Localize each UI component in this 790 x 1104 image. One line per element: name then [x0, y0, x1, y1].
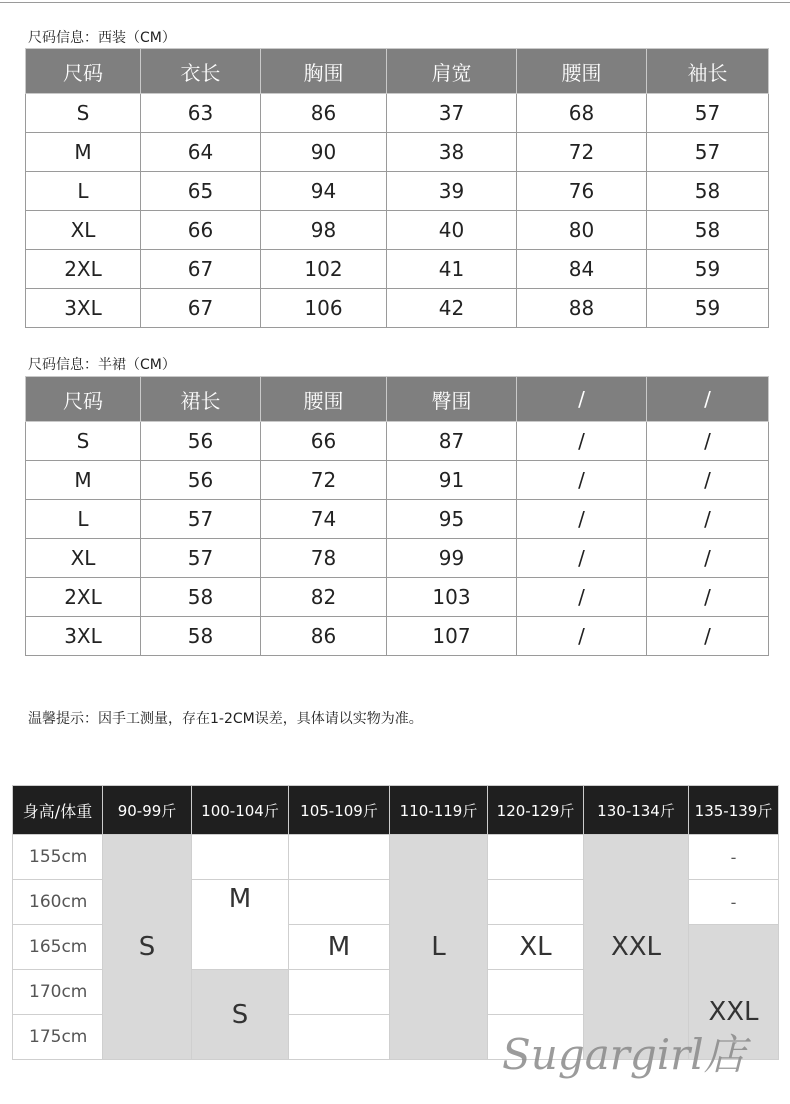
table-row: [26, 94, 769, 133]
table-cell: M: [26, 133, 141, 172]
weight-header: 120-129斤: [488, 786, 584, 835]
weight-header: 90-99斤: [103, 786, 192, 835]
table-row: [26, 133, 769, 172]
col-header: 衣长: [141, 49, 261, 94]
table-cell: 74: [261, 500, 387, 539]
store-watermark: Sugargirl店: [502, 1030, 746, 1079]
table-cell: 2XL: [26, 578, 141, 617]
table-cell: 90: [261, 133, 387, 172]
table-cell: 58: [141, 617, 261, 656]
table-cell: 57: [647, 133, 769, 172]
col-header: 裙长: [141, 377, 261, 422]
col-header: /: [647, 377, 769, 422]
table-cell: 102: [261, 250, 387, 289]
empty-cell: [289, 880, 390, 925]
suit-caption: 尺码信息：西装（CM）: [28, 30, 176, 46]
table-cell: S: [26, 94, 141, 133]
table-cell: /: [517, 539, 647, 578]
col-header: 袖长: [647, 49, 769, 94]
table-cell: 91: [387, 461, 517, 500]
skirt-size-table: [25, 376, 769, 656]
table-cell: 78: [261, 539, 387, 578]
table-cell: 3XL: [26, 617, 141, 656]
height-label: 155cm: [13, 835, 103, 880]
table-cell: 99: [387, 539, 517, 578]
table-cell: 57: [647, 94, 769, 133]
table-cell: 67: [141, 289, 261, 328]
table-row: [26, 539, 769, 578]
size-cell: S: [192, 970, 289, 1060]
table-row: [26, 578, 769, 617]
table-row: [26, 617, 769, 656]
table-cell: /: [517, 422, 647, 461]
skirt-caption: 尺码信息：半裙（CM）: [28, 357, 176, 373]
table-cell: 68: [517, 94, 647, 133]
table-cell: 80: [517, 211, 647, 250]
col-header: /: [517, 377, 647, 422]
table-cell: 82: [261, 578, 387, 617]
table-cell: 86: [261, 94, 387, 133]
size-cell: -: [689, 880, 779, 925]
empty-cell: [289, 1015, 390, 1060]
chart-header: [13, 786, 779, 835]
table-cell: 72: [517, 133, 647, 172]
table-cell: XL: [26, 539, 141, 578]
weight-header: 135-139斤: [689, 786, 779, 835]
col-header: 腰围: [261, 377, 387, 422]
height-label: 170cm: [13, 970, 103, 1015]
table-row: [26, 289, 769, 328]
size-cell: M: [289, 925, 390, 970]
table-cell: 63: [141, 94, 261, 133]
table-cell: L: [26, 172, 141, 211]
table-cell: 58: [141, 578, 261, 617]
height-weight-chart: [12, 785, 779, 1060]
table-cell: /: [647, 539, 769, 578]
weight-header: 110-119斤: [390, 786, 488, 835]
table-cell: 107: [387, 617, 517, 656]
height-label: 165cm: [13, 925, 103, 970]
empty-cell: [488, 880, 584, 925]
table-cell: /: [517, 578, 647, 617]
chart-row: [13, 835, 779, 880]
size-cell: S: [103, 835, 192, 1060]
table-cell: 59: [647, 250, 769, 289]
table-cell: 41: [387, 250, 517, 289]
size-cell: XXL: [689, 925, 779, 1060]
table-cell: 3XL: [26, 289, 141, 328]
table-row: [26, 500, 769, 539]
table-cell: 37: [387, 94, 517, 133]
empty-cell: [488, 970, 584, 1015]
table-cell: 95: [387, 500, 517, 539]
table-cell: 58: [647, 172, 769, 211]
table-cell: 66: [261, 422, 387, 461]
table-cell: 98: [261, 211, 387, 250]
table-cell: 58: [647, 211, 769, 250]
empty-cell: [488, 835, 584, 880]
table-cell: /: [647, 578, 769, 617]
size-cell: M: [192, 880, 289, 970]
empty-cell: [192, 835, 289, 880]
table-cell: M: [26, 461, 141, 500]
table-row: [26, 422, 769, 461]
table-cell: 59: [647, 289, 769, 328]
table-cell: /: [647, 500, 769, 539]
table-cell: XL: [26, 211, 141, 250]
col-header: 胸围: [261, 49, 387, 94]
table-cell: 87: [387, 422, 517, 461]
height-label: 160cm: [13, 880, 103, 925]
table-cell: /: [647, 422, 769, 461]
table-cell: 57: [141, 539, 261, 578]
table-cell: 57: [141, 500, 261, 539]
col-header: 尺码: [26, 49, 141, 94]
weight-header: 100-104斤: [192, 786, 289, 835]
table-cell: 67: [141, 250, 261, 289]
table-cell: 84: [517, 250, 647, 289]
table-cell: 56: [141, 461, 261, 500]
top-divider: [0, 2, 790, 3]
table-cell: 40: [387, 211, 517, 250]
table-cell: S: [26, 422, 141, 461]
table-cell: 76: [517, 172, 647, 211]
table-cell: 66: [141, 211, 261, 250]
table-cell: 56: [141, 422, 261, 461]
empty-cell: [289, 835, 390, 880]
measurement-note: 温馨提示：因手工测量，存在1-2CM误差，具体请以实物为准。: [28, 711, 423, 727]
table-cell: 106: [261, 289, 387, 328]
weight-header: 130-134斤: [584, 786, 689, 835]
empty-cell: [289, 970, 390, 1015]
chart-corner-label: 身高/体重: [13, 786, 103, 835]
weight-header: 105-109斤: [289, 786, 390, 835]
size-cell: XL: [488, 925, 584, 970]
table-cell: L: [26, 500, 141, 539]
table-cell: 103: [387, 578, 517, 617]
size-cell: L: [390, 835, 488, 1060]
height-label: 175cm: [13, 1015, 103, 1060]
table-cell: 88: [517, 289, 647, 328]
skirt-table-header: [26, 377, 769, 422]
table-cell: /: [517, 461, 647, 500]
table-cell: 72: [261, 461, 387, 500]
table-cell: /: [647, 617, 769, 656]
col-header: 肩宽: [387, 49, 517, 94]
col-header: 尺码: [26, 377, 141, 422]
size-cell: -: [689, 835, 779, 880]
table-cell: /: [517, 500, 647, 539]
col-header: 腰围: [517, 49, 647, 94]
table-cell: 42: [387, 289, 517, 328]
table-cell: 94: [261, 172, 387, 211]
suit-table-header: [26, 49, 769, 94]
suit-size-table: [25, 48, 769, 328]
table-row: [26, 172, 769, 211]
table-cell: /: [647, 461, 769, 500]
table-cell: 86: [261, 617, 387, 656]
table-cell: 65: [141, 172, 261, 211]
table-row: [26, 250, 769, 289]
table-row: [26, 211, 769, 250]
size-cell: XXL: [584, 835, 689, 1060]
table-row: [26, 461, 769, 500]
col-header: 臀围: [387, 377, 517, 422]
table-cell: 38: [387, 133, 517, 172]
table-cell: 2XL: [26, 250, 141, 289]
table-cell: 39: [387, 172, 517, 211]
table-cell: /: [517, 617, 647, 656]
table-cell: 64: [141, 133, 261, 172]
